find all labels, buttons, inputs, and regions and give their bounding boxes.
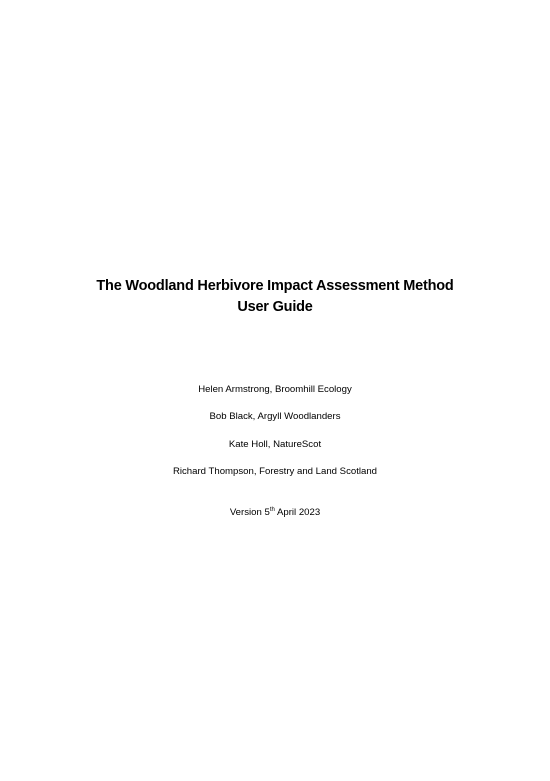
- author-entry: Kate Holl, NatureScot: [228, 438, 322, 450]
- version-prefix: Version 5: [229, 507, 270, 518]
- author-entry: Helen Armstrong, Broomhill Ecology: [198, 384, 352, 395]
- author-list: [0, 383, 550, 492]
- title-line-subtitle: User Guide: [237, 299, 313, 315]
- version-suffix: April 2023: [274, 507, 321, 518]
- version-date: [0, 506, 550, 520]
- document-title: [0, 276, 550, 318]
- author-entry: Bob Black, Argyll Woodlanders: [209, 411, 341, 423]
- version-ordinal-suffix: th: [269, 506, 275, 513]
- author-entry: Richard Thompson, Forestry and Land Scotland: [172, 465, 378, 477]
- title-line-main: The Woodland Herbivore Impact Assessment Method: [96, 278, 454, 294]
